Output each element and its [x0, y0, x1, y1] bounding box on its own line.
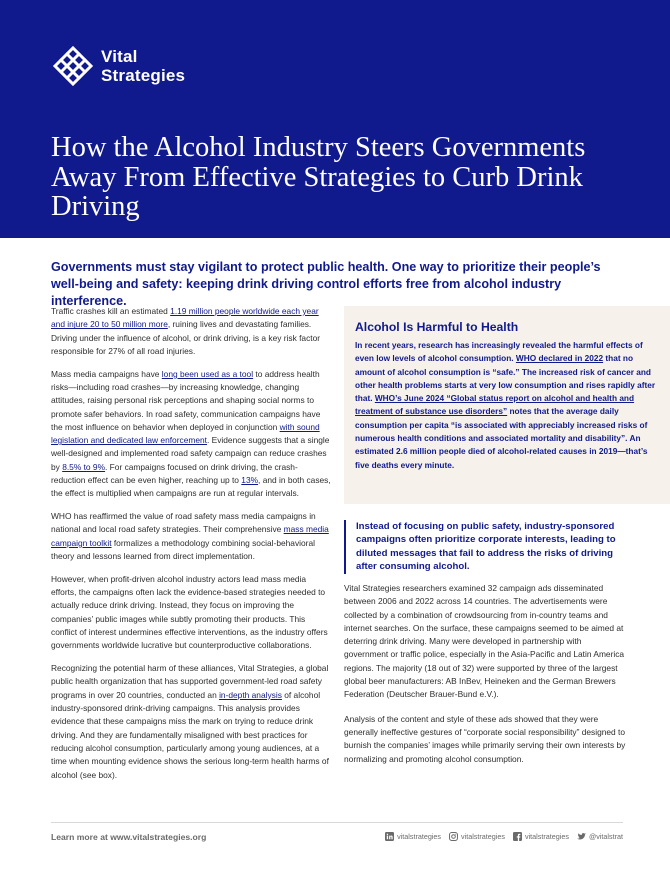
social-facebook[interactable]: [513, 832, 569, 841]
tool-link[interactable]: long been used as a tool: [161, 368, 254, 379]
twitter-icon: [577, 832, 586, 841]
text-run: to address health risks—including road crashes—by increasing knowledge, changing attitudes, raising personal risk perceptions and shaping social norms to promote safer behaviors. In road safety, communication campaigns have the most influence on behavior when deployed in conjunction: [51, 368, 321, 432]
text-run: formalizes a methodology combining social-behavioral theory and lessons learned from direct implementation.: [51, 537, 315, 562]
instagram-icon: [449, 832, 458, 841]
logo-line-2: Strategies: [101, 66, 186, 85]
right-paragraph-1: Vital Strategies researchers examined 32 campaign ads disseminated between 2006 and 2022 across 14 countries. The advertisements were collected by a combination of crowdsourcing from in-country teams and internet searches. On the surface, these campaigns seemed to be aimed at deterring drink driving. Many were developed in partnership with government or traffic police, especially in the Asia-Pacific and Latin America regions. The majority (18 out of 32) were supported by three of the largest global beer manufacturers: AB InBev, Heineken and the German Brewers Federation (Deutscher Brauer-Bund e.V.).: [344, 583, 625, 700]
text-run: . For campaigns focused on drink driving, the crash-reduction effect can be even higher, reaching up to: [51, 461, 298, 486]
who-2022-link[interactable]: WHO declared in 2022: [515, 353, 604, 364]
callout-body: [355, 339, 660, 472]
text-run: Recognizing the potential harm of these alliances, Vital Strategies, a global public health organization that has supported government-led road safety programs in over 20 countries, conducted an: [51, 663, 329, 700]
social-instagram[interactable]: [449, 832, 505, 841]
text-run: notes that the average daily consumption per capita “is associated with appreciably increased risks of numerous health conditions and associated mortality and disability”. An estimated 2.6 million people died of alcohol-related causes in 2019—that’s five deaths every minute.: [355, 406, 648, 470]
header-banner: [0, 0, 670, 238]
left-paragraph-3: [51, 510, 331, 563]
logo-line-1: Vital: [101, 47, 138, 66]
linkedin-handle: vitalstrategies: [397, 832, 442, 841]
vital-strategies-logo[interactable]: [51, 44, 185, 88]
linkedin-icon: [385, 832, 394, 841]
left-column: [51, 305, 331, 791]
text-run: Mass media campaigns have: [51, 368, 162, 379]
left-paragraph-1: [51, 305, 331, 358]
facebook-icon: [513, 832, 522, 841]
logo-wordmark: [101, 47, 185, 85]
facebook-handle: vitalstrategies: [524, 832, 569, 841]
text-run: , and in both cases, the effect is multiplied when campaigns are run at regular intervals.: [51, 475, 331, 499]
footer-website-link[interactable]: Learn more at www.vitalstrategies.org: [51, 832, 207, 842]
pull-quote: [344, 520, 624, 574]
left-paragraph-4: However, when profit-driven alcohol industry actors lead mass media efforts, the campaigns often lack the evidence-based strategies needed to actually reduce drink driving. Instead, they focus on improving the companies’ public images while subtly promoting their products. This conflict of interest undermines effective interventions, as the industry offers governments worldwide lucrative but counterproductive collaborations.: [51, 573, 328, 651]
footer-divider: [51, 822, 623, 823]
text-run: Traffic crashes kill an estimated: [51, 306, 171, 316]
crash-reduction-link[interactable]: 8.5% to 9%: [62, 461, 106, 472]
in-depth-analysis-link[interactable]: in-depth analysis: [219, 689, 282, 700]
right-column: [344, 582, 626, 777]
text-run: WHO has reaffirmed the value of road safety mass media campaigns in national and local road safety strategies. Their comprehensive: [51, 511, 316, 535]
text-run: , ruining lives and devastating families. Driving under the influence of alcohol, or drink driving, is a key risk factor responsible for 27% of all road injuries.: [51, 319, 321, 356]
lede-paragraph: Governments must stay vigilant to protect public health. One way to prioritize their people’s well-being and safety: keeping drink driving control efforts free from alcohol industry interference.: [51, 260, 601, 308]
text-run: of alcohol industry-sponsored drink-driving campaigns. This analysis provides evidence that these campaigns miss the mark on trying to reduce drink driving. And they are fundamentally misaligned with best practices for reducing alcohol consumption, particularly among young audiences, at a time when mounting evidence shows the serious long-term health harms of alcohol (see box).: [51, 689, 329, 780]
page-title: How the Alcohol Industry Steers Governments Away From Effective Strategies to Curb Drink Driving: [51, 132, 586, 222]
who-2024-report-link[interactable]: WHO’s June 2024 “Global status report on alcohol and health and treatment of substance use disorders”: [355, 393, 635, 417]
social-linkedin[interactable]: [385, 832, 441, 841]
text-run: In recent years, research has increasingly revealed the harmful effects of even low levels of alcohol consumption.: [355, 340, 643, 364]
legislation-link[interactable]: with sound legislation and dedicated law enforcement: [51, 421, 320, 446]
text-run: that no amount of alcohol consumption is “safe.” The increased risk of cancer and other health problems starts at very low consumption and rises rapidly after that.: [355, 353, 656, 404]
twitter-handle: @vitalstrat: [588, 832, 623, 841]
left-paragraph-5: [51, 662, 331, 782]
text-run: . Evidence suggests that a single well-designed and implemented road safety campaign can reduce crashes by: [51, 435, 330, 472]
instagram-handle: vitalstrategies: [461, 832, 505, 841]
social-links: [377, 832, 623, 841]
logo-mark-icon: [51, 44, 95, 88]
left-paragraph-2: [51, 368, 331, 501]
right-paragraph-2: Analysis of the content and style of these ads showed that they were generally ineffective gestures of “corporate social responsibility” designed to burnish the companies’ images while primarily serving their own interests by normalizing and promoting alcohol consumption.: [344, 713, 626, 764]
callout-heading: Alcohol Is Harmful to Health: [355, 320, 519, 334]
crash-statistics-link[interactable]: 1.19 million people worldwide each year and injure 20 to 50 million more: [51, 306, 319, 330]
campaign-toolkit-link[interactable]: mass media campaign toolkit: [51, 524, 329, 548]
social-twitter[interactable]: [577, 832, 623, 841]
drink-driving-effect-link[interactable]: 13%: [241, 475, 259, 486]
pull-quote-text: Instead of focusing on public safety, industry-sponsored campaigns often prioritize corporate interests, leading to diluted messages that fail to address the risks of driving after consuming alcohol.: [356, 521, 616, 573]
alcohol-harm-callout: [344, 306, 670, 504]
